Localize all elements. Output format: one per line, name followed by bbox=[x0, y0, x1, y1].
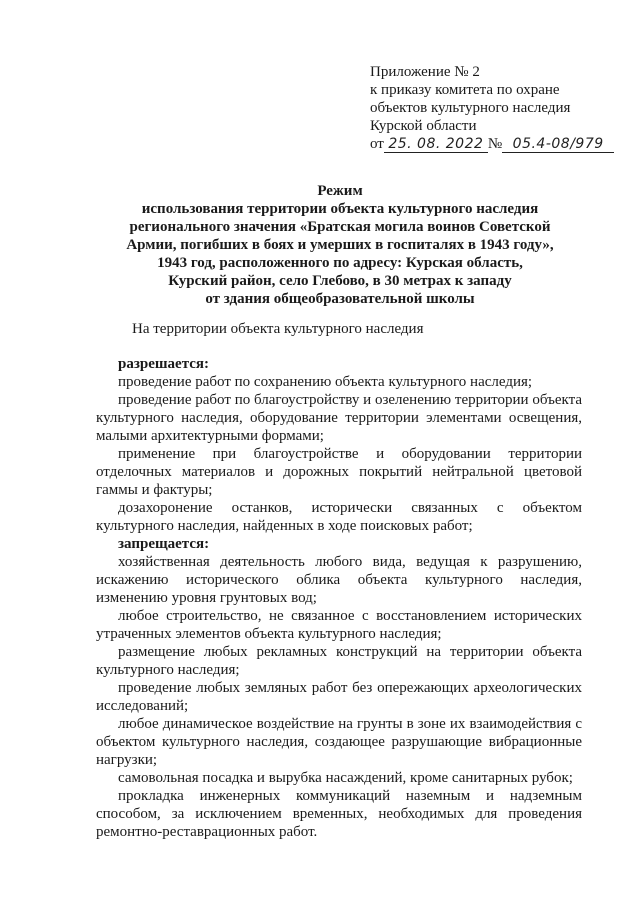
document-title bbox=[110, 182, 570, 308]
allowed-item: применение при благоустройстве и оборудовании территории отделочных материалов и дорожных покрытий нейтральной цветовой гаммы и фактуры; bbox=[96, 446, 582, 498]
appendix-line: Курской области bbox=[370, 118, 477, 134]
allowed-item: проведение работ по благоустройству и озеленению территории объекта культурного наследия, оборудование территории элементами освещения, малыми архитектурными формами; bbox=[96, 392, 582, 444]
forbidden-item: хозяйственная деятельность любого вида, ведущая к разрушению, искажению исторического облика объекта культурного наследия, изменению уровня грунтовых вод; bbox=[96, 554, 582, 606]
order-date-number bbox=[370, 135, 630, 153]
handwritten-number: 05.4-08/979 bbox=[502, 137, 614, 153]
allowed-item: дозахоронение останков, исторически связанных с объектом культурного наследия, найденных в ходе поисковых работ; bbox=[96, 500, 582, 534]
title-line: Армии, погибших в боях и умерших в госпиталях в 1943 году», bbox=[126, 237, 554, 253]
allowed-heading: разрешается: bbox=[118, 356, 210, 372]
forbidden-item: проведение любых земляных работ без опережающих археологических исследований; bbox=[96, 680, 582, 714]
appendix-line: объектов культурного наследия bbox=[370, 100, 571, 116]
forbidden-heading: запрещается: bbox=[118, 536, 210, 552]
title-line: Режим bbox=[317, 183, 363, 199]
appendix-line: к приказу комитета по охране bbox=[370, 82, 560, 98]
title-line: от здания общеобразовательной школы bbox=[205, 291, 475, 307]
number-label: № bbox=[487, 136, 503, 152]
title-line: 1943 год, расположенного по адресу: Курская область, bbox=[157, 255, 523, 271]
allowed-item: проведение работ по сохранению объекта культурного наследия; bbox=[118, 374, 533, 390]
forbidden-item: прокладка инженерных коммуникаций наземным и надземным способом, за исключением временных, необходимых для проведения ремонтно-реставрационных работ. bbox=[96, 788, 582, 840]
intro-paragraph: На территории объекта культурного наследия bbox=[132, 321, 424, 337]
document-body bbox=[96, 320, 582, 841]
title-line: Курский район, село Глебово, в 30 метрах к западу bbox=[168, 273, 512, 289]
forbidden-item: любое строительство, не связанное с восстановлением исторических утраченных элементов объекта культурного наследия; bbox=[96, 608, 582, 642]
title-line: использования территории объекта культурного наследия bbox=[141, 201, 539, 217]
appendix-header bbox=[370, 63, 630, 153]
handwritten-date: 25. 08. 2022 bbox=[384, 137, 488, 153]
title-line: регионального значения «Братская могила воинов Советской bbox=[129, 219, 551, 235]
forbidden-item: любое динамическое воздействие на грунты в зоне их взаимодействия с объектом культурного наследия, создающее разрушающие вибрационные нагрузки; bbox=[96, 716, 582, 768]
from-label: от bbox=[370, 136, 384, 152]
forbidden-item: размещение любых рекламных конструкций на территории объекта культурного наследия; bbox=[96, 644, 582, 678]
appendix-line: Приложение № 2 bbox=[370, 64, 480, 80]
forbidden-item: самовольная посадка и вырубка насаждений, кроме санитарных рубок; bbox=[118, 770, 573, 786]
